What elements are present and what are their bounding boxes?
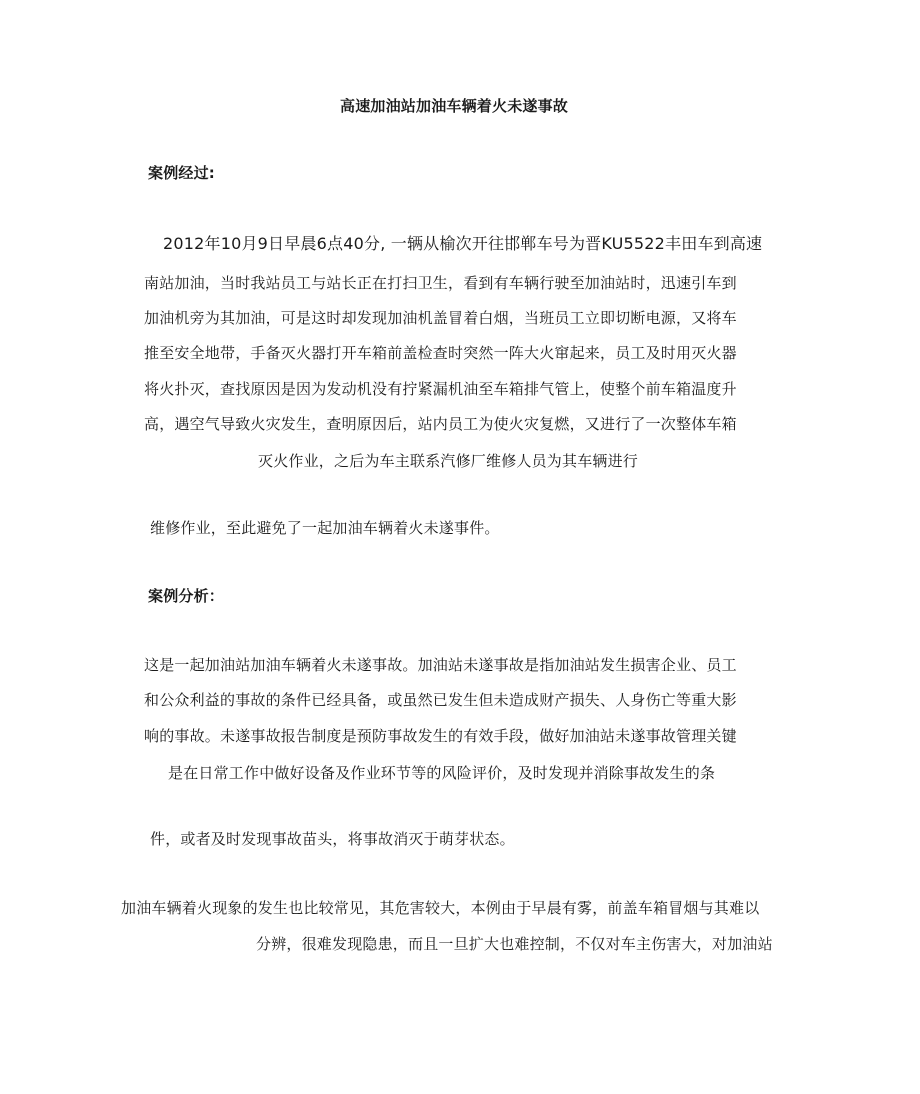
document-title: 高速加油站加油车辆着火未遂事故: [340, 97, 569, 115]
section-heading-process: 案例经过:: [148, 164, 215, 182]
paragraph-line: 分辨，很难发现隐患，而且一旦扩大也难控制，不仅对车主伤害大，对加油站: [256, 935, 773, 953]
paragraph-line: 高，遇空气导致火灾发生，查明原因后，站内员工为使火灾复燃，又进行了一次整体车箱: [144, 415, 737, 433]
paragraph-line: 灭火作业，之后为车主联系汽修厂维修人员为其车辆进行: [258, 452, 639, 470]
paragraph-line: 是在日常工作中做好设备及作业环节等的风险评价，及时发现并消除事故发生的条: [168, 764, 716, 782]
paragraph-line: 响的事故。未遂事故报告制度是预防事故发生的有效手段，做好加油站未遂事故管理关键: [144, 727, 737, 745]
paragraph-line: 和公众利益的事故的条件已经具备，或虽然已发生但未造成财产损失、人身伤亡等重大影: [144, 691, 737, 709]
paragraph-line: 这是一起加油站加油车辆着火未遂事故。加油站未遂事故是指加油站发生损害企业、员工: [144, 656, 737, 674]
paragraph-line: 维修作业，至此避免了一起加油车辆着火未遂事件。: [150, 519, 500, 537]
paragraph-line: 将火扑灭，查找原因是因为发动机没有拧紧漏机油至车箱排气管上，使整个前车箱温度升: [144, 380, 737, 398]
paragraph-line: 南站加油，当时我站员工与站长正在打扫卫生，看到有车辆行驶至加油站时，迅速引车到: [144, 274, 737, 292]
section-heading-analysis: 案例分析：: [148, 587, 225, 605]
paragraph-line: 2012年10月9日早晨6点40分, 一辆从榆次开往邯郸车号为晋KU5522丰田车到高速: [163, 234, 763, 253]
paragraph-line: 推至安全地带，手备灭火器打开车箱前盖检查时突然一阵大火窜起来，员工及时用灭火器: [144, 344, 737, 362]
paragraph-line: 加油机旁为其加油，可是这时却发现加油机盖冒着白烟，当班员工立即切断电源，又将车: [144, 309, 737, 327]
paragraph-line: 加油车辆着火现象的发生也比较常见，其危害较大，本例由于早晨有雾，前盖车箱冒烟与其难以: [121, 899, 760, 917]
paragraph-line: 件，或者及时发现事故苗头，将事故消灭于萌芽状态。: [150, 830, 515, 848]
